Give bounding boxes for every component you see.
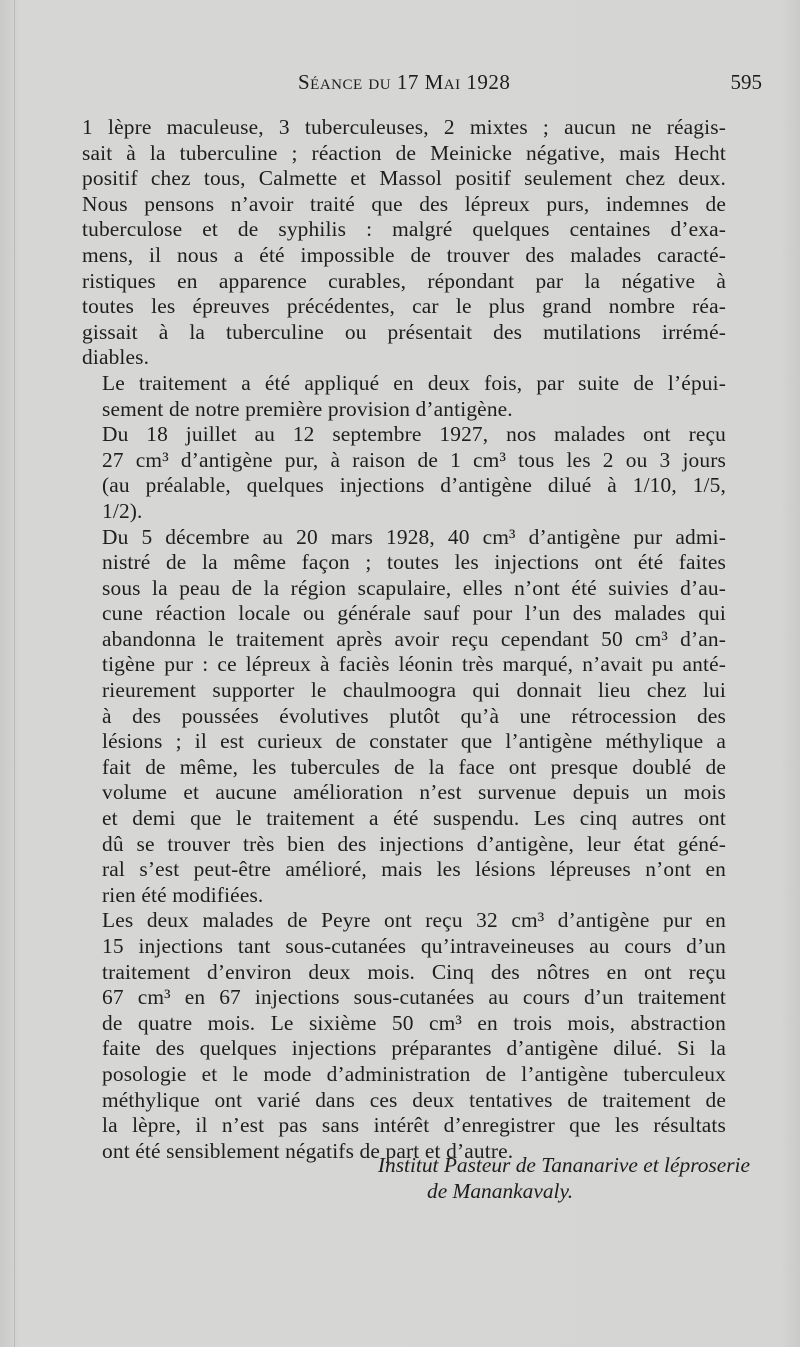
text-line: tuberculose et de syphilis : malgré quelques centaines d’exa-	[82, 217, 726, 242]
text-line: traitement d’environ deux mois. Cinq des nôtres en ont reçu	[102, 959, 726, 984]
text-line: ont été sensiblement négatifs de part et d’autre.	[102, 1138, 514, 1163]
text-line: ristiques en apparence curables, répondant par la négative à	[82, 268, 726, 293]
text-line: toutes les épreuves précédentes, car le plus grand nombre réa-	[82, 294, 726, 319]
text-line: la lèpre, il n’est pas sans intérêt d’enregistrer que les résultats	[102, 1113, 726, 1138]
text-line: méthylique ont varié dans ces deux tentatives de traitement de	[102, 1087, 726, 1112]
text-line: 27 cm³ d’antigène pur, à raison de 1 cm³ tous les 2 ou 3 jours	[102, 447, 726, 472]
text-line: rieurement supporter le chaulmoogra qui donnait lieu chez lui	[102, 678, 726, 703]
body-text	[82, 115, 726, 1164]
text-line: lésions ; il est curieux de constater que l’antigène méthylique a	[102, 729, 726, 754]
paragraph	[82, 422, 726, 524]
text-line: Du 18 juillet au 12 septembre 1927, nos malades ont reçu	[102, 422, 726, 447]
text-line: abandonna le traitement après avoir reçu cependant 50 cm³ d’an-	[102, 626, 726, 651]
text-line: posologie et le mode d’administration de l’antigène tuberculeux	[102, 1061, 726, 1086]
text-line: Le traitement a été appliqué en deux fois, par suite de l’épui-	[102, 370, 726, 395]
running-head	[82, 70, 782, 100]
text-line: (au préalable, quelques injections d’antigène dilué à 1/10, 1/5,	[102, 473, 726, 498]
text-line: diables.	[82, 345, 150, 370]
text-line: de quatre mois. Le sixième 50 cm³ en trois mois, abstraction	[102, 1010, 726, 1035]
text-line: sous la peau de la région scapulaire, elles n’ont été suivies d’au-	[102, 575, 726, 600]
text-line: dû se trouver très bien des injections d’antigène, leur état géné-	[102, 831, 726, 856]
page-number: 595	[730, 70, 762, 94]
text-line: Du 5 décembre au 20 mars 1928, 40 cm³ d’antigène pur admi-	[102, 524, 726, 549]
text-line: Les deux malades de Peyre ont reçu 32 cm³ d’antigène pur en	[102, 908, 726, 933]
text-line: faite des quelques injections préparantes d’antigène dilué. Si la	[102, 1036, 726, 1061]
text-line: sement de notre première provision d’antigène.	[102, 396, 513, 421]
signature-block	[82, 1152, 750, 1204]
text-line: 67 cm³ en 67 injections sous-cutanées au cours d’un traitement	[102, 985, 726, 1010]
signature-location: de Manankavaly.	[427, 1179, 574, 1203]
text-line: fait de même, les tubercules de la face ont presque doublé de	[102, 754, 726, 779]
text-line: positif chez tous, Calmette et Massol positif seulement chez deux.	[82, 166, 726, 191]
text-line: sait à la tuberculine ; réaction de Meinicke négative, mais Hecht	[82, 140, 726, 165]
text-line: Nous pensons n’avoir traité que des lépreux purs, indemnes de	[82, 191, 726, 216]
paragraph	[82, 525, 726, 909]
text-line: tigène pur : ce lépreux à faciès léonin très marqué, n’avait pu anté-	[102, 652, 726, 677]
text-line: et demi que le traitement a été suspendu. Les cinq autres ont	[102, 806, 726, 831]
text-line: 15 injections tant sous-cutanées qu’intraveineuses au cours d’un	[102, 934, 726, 958]
paragraph	[82, 371, 726, 422]
paragraph	[82, 908, 726, 1164]
text-line: 1/2).	[102, 498, 143, 523]
running-head-title: Séance du 17 Mai 1928	[298, 70, 511, 94]
text-line: cune réaction locale ou générale sauf pour l’un des malades qui	[102, 601, 726, 626]
text-line: 1 lèpre maculeuse, 3 tuberculeuses, 2 mixtes ; aucun ne réagis-	[82, 115, 726, 139]
paragraph	[82, 115, 726, 371]
text-line: ral s’est peut-être amélioré, mais les lésions lépreuses n’ont en	[102, 857, 726, 882]
text-line: volume et aucune amélioration n’est survenue depuis un mois	[102, 780, 726, 805]
text-line: à des poussées évolutives plutôt qu’à une rétrocession des	[102, 703, 726, 728]
signature-institution: Institut Pasteur de Tananarive et léproserie	[377, 1153, 750, 1177]
page-edge	[14, 0, 15, 1347]
text-line: rien été modifiées.	[102, 882, 264, 907]
text-line: gissait à la tuberculine ou présentait des mutilations irrémé-	[82, 319, 726, 344]
text-line: mens, il nous a été impossible de trouver des malades caracté-	[82, 242, 726, 267]
text-line: nistré de la même façon ; toutes les injections ont été faites	[102, 550, 726, 575]
